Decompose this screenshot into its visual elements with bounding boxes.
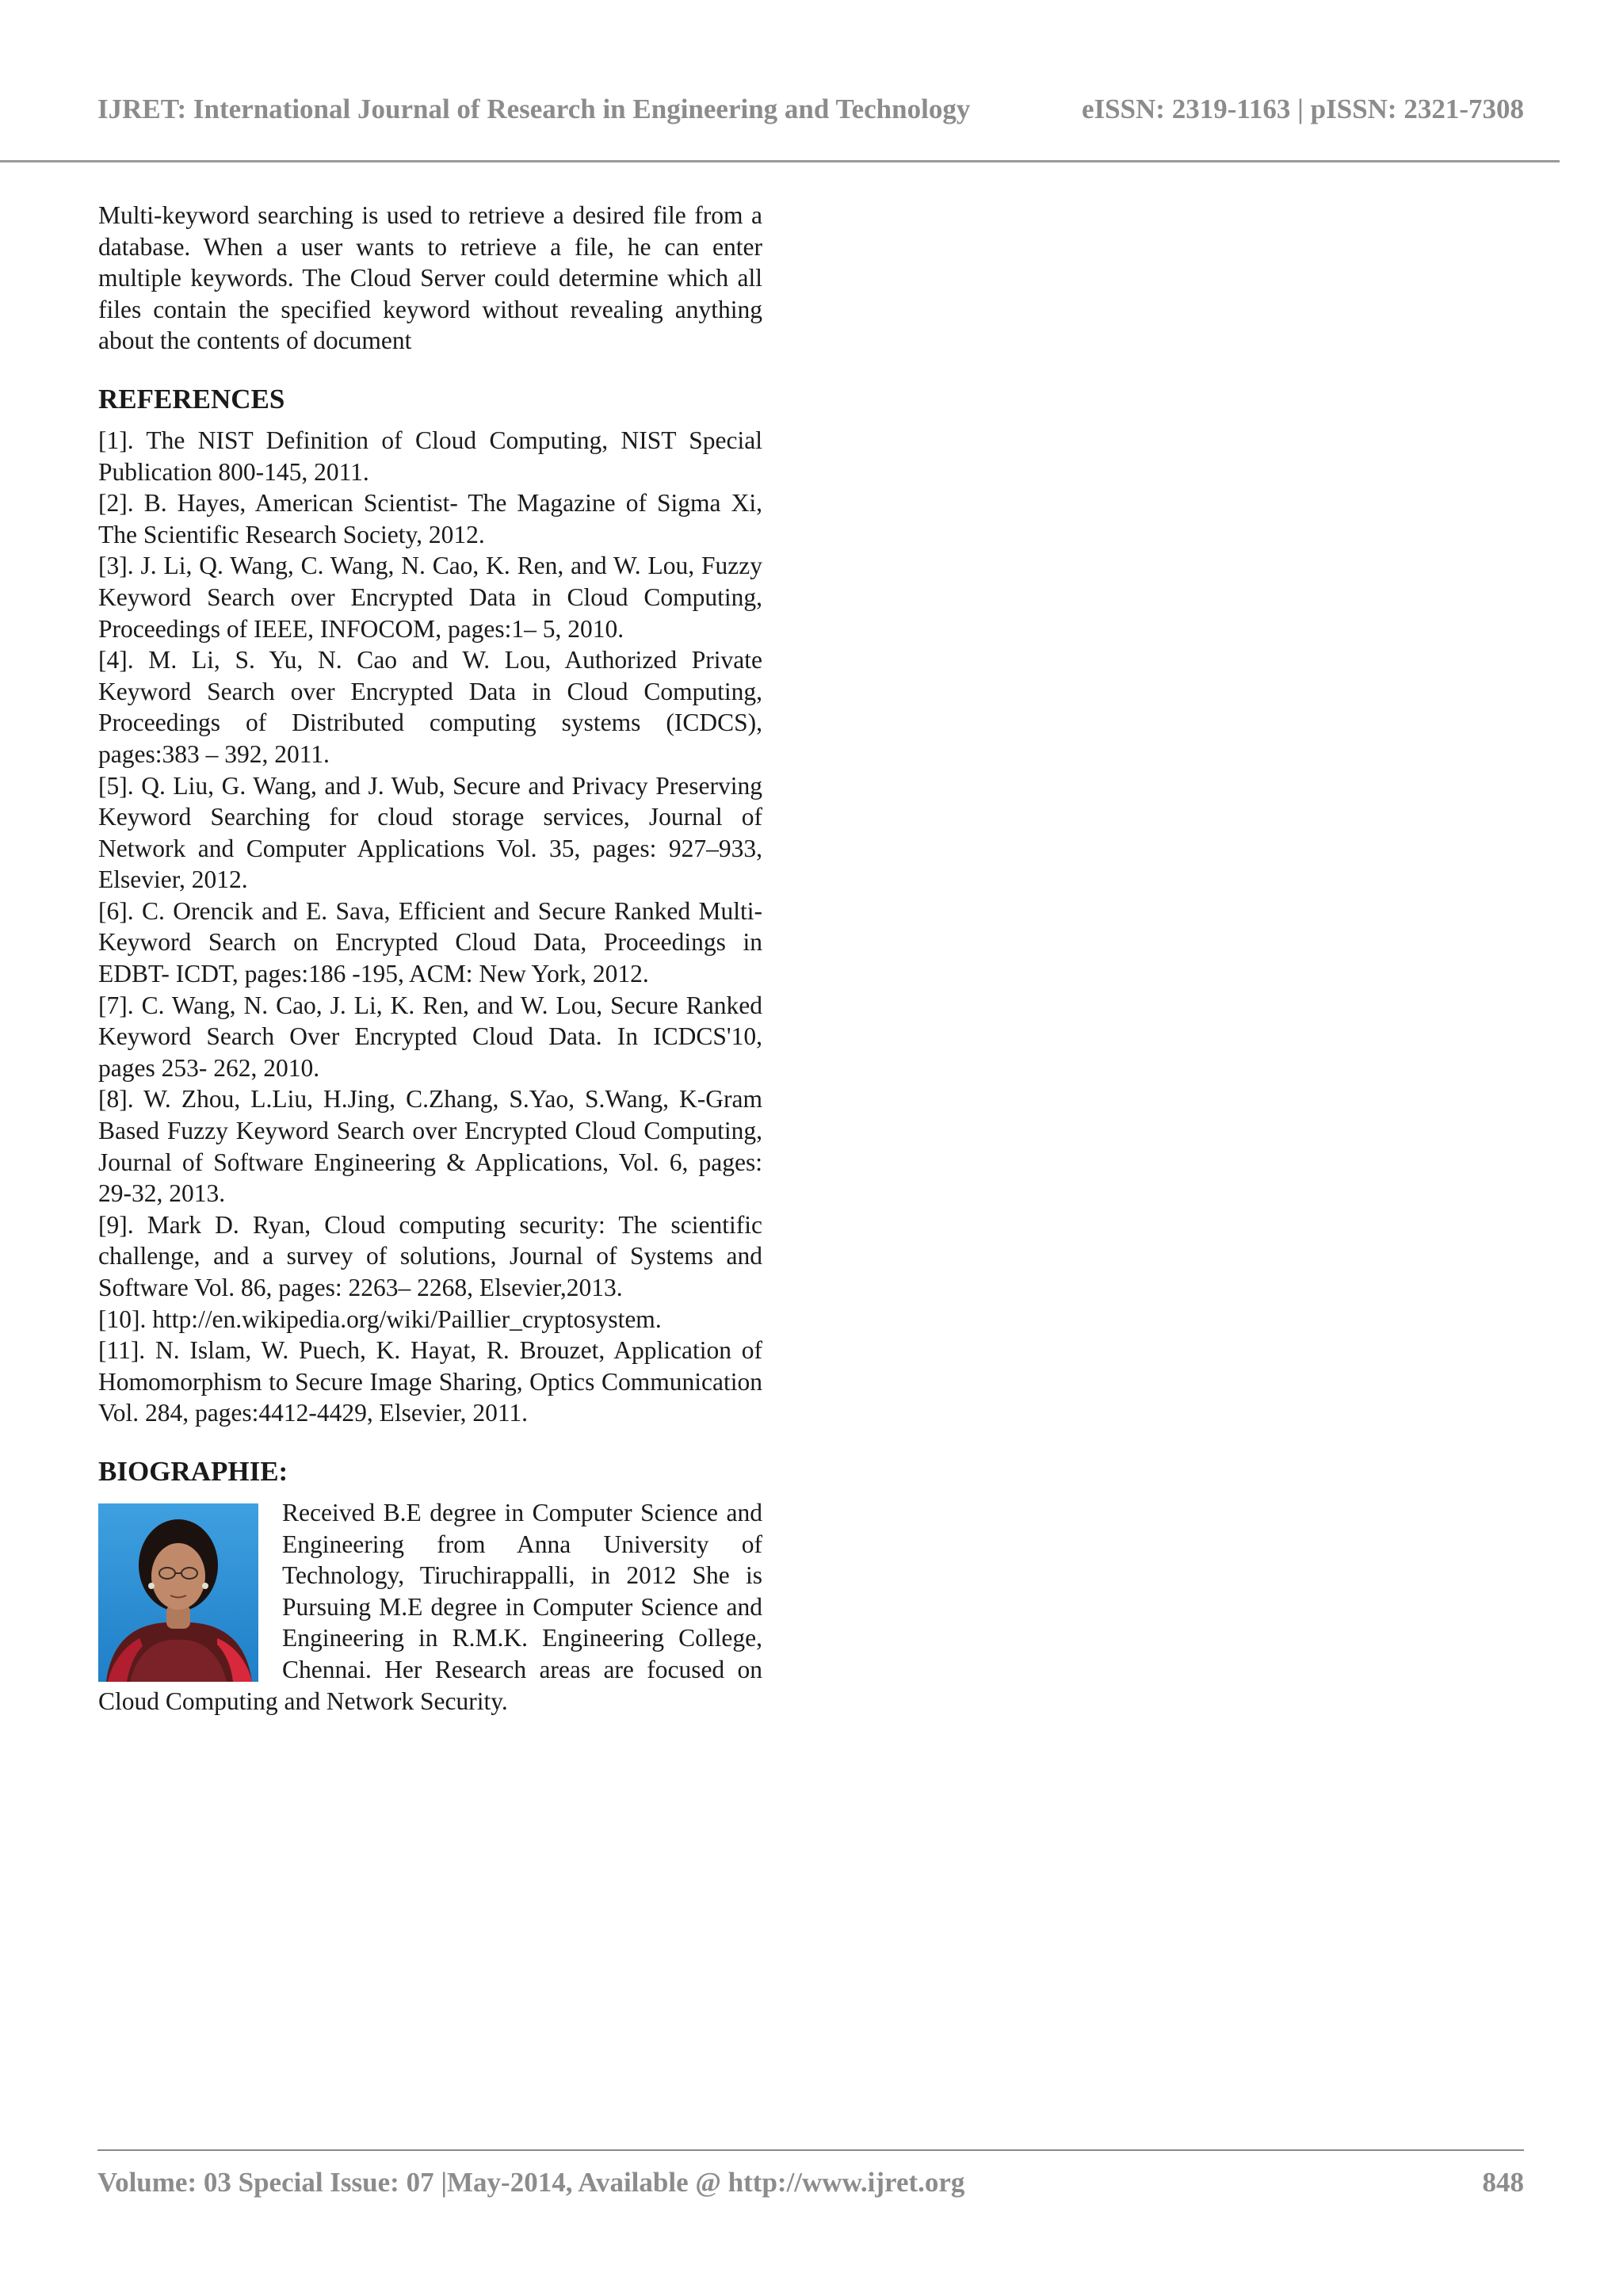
author-photo [98,1503,258,1682]
reference-item: [3]. J. Li, Q. Wang, C. Wang, N. Cao, K. Ren, and W. Lou, Fuzzy Keyword Search over Encrypted Data in Cloud Computing, Proceedings of IEEE, INFOCOM, pages:1– 5, 2010. [98,552,762,643]
reference-item: [1]. The NIST Definition of Cloud Computing, NIST Special Publication 800-145, 2011. [98,426,762,486]
references-heading: REFERENCES [98,383,285,415]
reference-item: [2]. B. Hayes, American Scientist- The Magazine of Sigma Xi, The Scientific Research Society, 2012. [98,489,762,548]
footer-divider [97,2149,1524,2151]
header-divider [0,160,1560,162]
issn-label: eISSN: 2319-1163 | pISSN: 2321-7308 [1081,94,1524,124]
reference-item: [11]. N. Islam, W. Puech, K. Hayat, R. Brouzet, Application of Homomorphism to Secure Image Sharing, Optics Communication Vol. 284, pages:4412-4429, Elsevier, 2011. [98,1336,762,1427]
page-number: 848 [1482,2167,1524,2198]
reference-item: [9]. Mark D. Ryan, Cloud computing security: The scientific challenge, and a survey of solutions, Journal of Systems and Software Vol. 86, pages: 2263– 2268, Elsevier,2013. [98,1210,762,1301]
reference-list [98,425,762,1429]
running-footer [97,2167,1524,2206]
main-column [98,200,762,1717]
reference-item: [7]. C. Wang, N. Cao, J. Li, K. Ren, and W. Lou, Secure Ranked Keyword Search Over Encrypted Cloud Data. In ICDCS'10, pages 253- 262, 2010. [98,991,762,1082]
reference-item: [5]. Q. Liu, G. Wang, and J. Wub, Secure and Privacy Preserving Keyword Searching for cloud storage services, Journal of Network and Computer Applications Vol. 35, pages: 927–933, Elsevier, 2012. [98,771,762,894]
biography-heading: BIOGRAPHIE: [98,1455,288,1487]
reference-item: [10]. http://en.wikipedia.org/wiki/Paillier_cryptosystem. [98,1305,662,1333]
biography-text: Received B.E degree in Computer Science and Engineering from Anna University of Technology, Tiruchirappalli, in 2012 She is Pursuing M.E degree in Computer Science and Engineering in R.M.K. Engineering College, Chennai. Her Research areas are focused on Cloud Computing and Network Security. [98,1498,762,1715]
running-header [97,94,1524,133]
volume-info: Volume: 03 Special Issue: 07 |May-2014, Available @ http://www.ijret.org [97,2167,965,2198]
reference-item: [6]. C. Orencik and E. Sava, Efficient and Secure Ranked Multi-Keyword Search on Encrypted Cloud Data, Proceedings in EDBT- ICDT, pages:186 -195, ACM: New York, 2012. [98,896,762,988]
intro-paragraph: Multi-keyword searching is used to retrieve a desired file from a database. When a user wants to retrieve a file, he can enter multiple keywords. The Cloud Server could determine which all files contain the specified keyword without revealing anything about the contents of document [98,201,762,355]
journal-title: IJRET: International Journal of Research in Engineering and Technology [97,94,971,124]
biography-block [98,1497,762,1717]
reference-item: [8]. W. Zhou, L.Liu, H.Jing, C.Zhang, S.Yao, S.Wang, K-Gram Based Fuzzy Keyword Search over Encrypted Cloud Computing, Journal of Software Engineering & Applications, Vol. 6, pages: 29-32, 2013. [98,1085,762,1208]
reference-item: [4]. M. Li, S. Yu, N. Cao and W. Lou, Authorized Private Keyword Search over Encrypted Data in Cloud Computing, Proceedings of Distributed computing systems (ICDCS), pages:383 – 392, 2011. [98,646,762,768]
